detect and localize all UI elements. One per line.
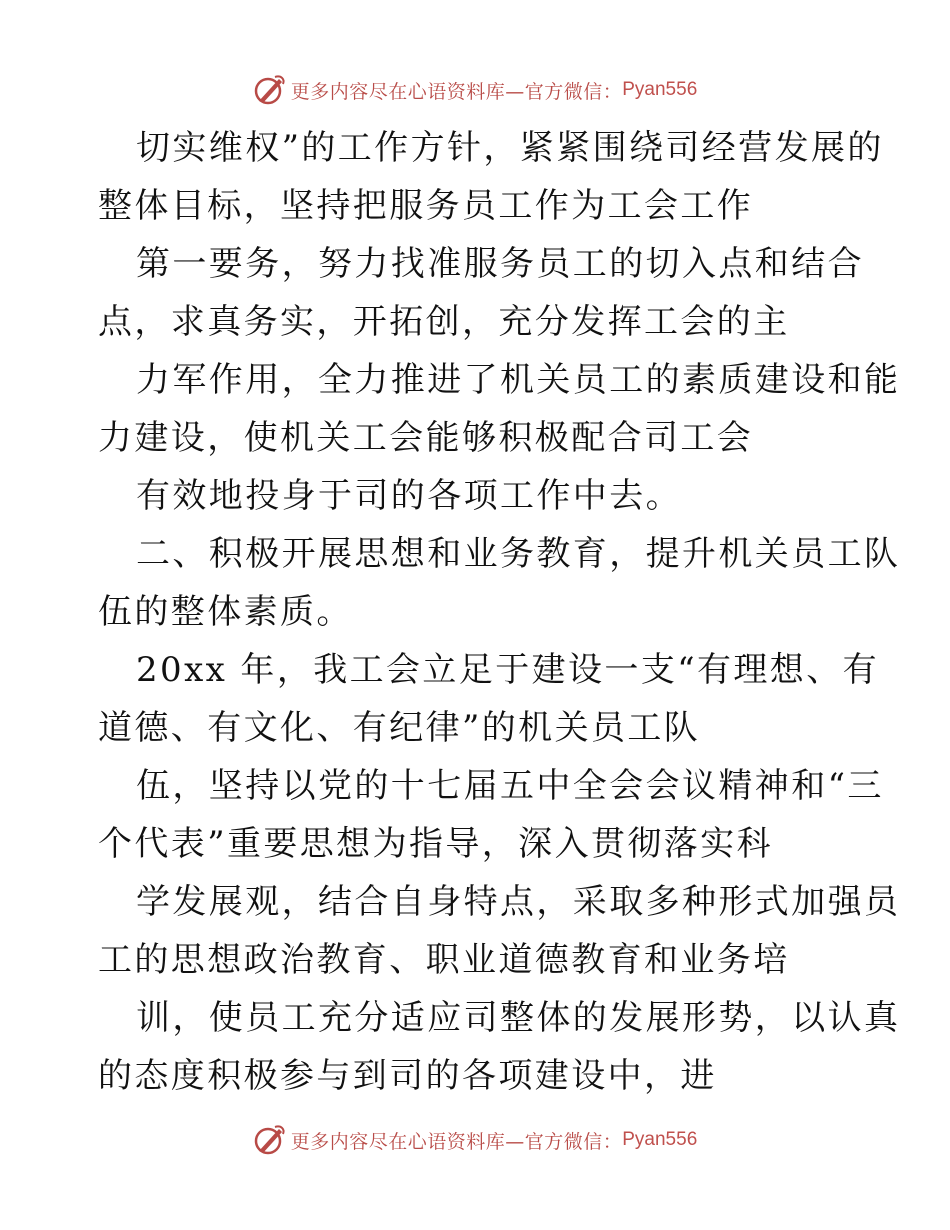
text-line: 训，使员工充分适应司整体的发展形势，以认真 [136, 998, 901, 1038]
watermark-contact: Pyan556 [622, 79, 698, 100]
text-line: 力军作用，全力推进了机关员工的素质建设和能 [136, 360, 901, 400]
text-line: 第一要务，努力找准服务员工的切入点和结合 [136, 244, 864, 284]
text-line: 伍，坚持以党的十七届五中全会会议精神和“三 [136, 766, 884, 806]
text-line: 整体目标，坚持把服务员工作为工会工作 [98, 186, 754, 226]
text-line: 切实维权”的工作方针，紧紧围绕司经营发展的 [136, 128, 884, 168]
text-line: 伍的整体素质。 [98, 592, 353, 632]
watermark-text: 更多内容尽在心语资料库—官方微信： [290, 80, 623, 103]
text-line: 点，求真务实，开拓创，充分发挥工会的主 [98, 302, 790, 342]
text-line: 力建设，使机关工会能够积极配合司工会 [98, 418, 754, 458]
text-line: 20xx 年，我工会立足于建设一支“有理想、有 [136, 650, 880, 690]
text-line: 有效地投身于司的各项工作中去。 [136, 476, 682, 516]
text-line: 的态度积极参与到司的各项建设中，进 [98, 1056, 717, 1096]
watermark-contact: Pyan556 [622, 1129, 698, 1150]
text-line: 个代表”重要思想为指导，深入贯彻落实科 [98, 824, 773, 864]
text-line: 道德、有文化、有纪律”的机关员工队 [98, 708, 701, 748]
watermark-text: 更多内容尽在心语资料库—官方微信： [290, 1130, 623, 1153]
text-line: 二、积极开展思想和业务教育，提升机关员工队 [136, 534, 901, 574]
text-line: 学发展观，结合自身特点，采取多种形式加强员 [136, 882, 901, 922]
footer-watermark [0, 1120, 950, 1160]
quill-circle-icon [253, 1123, 287, 1157]
text-line: 工的思想政治教育、职业道德教育和业务培 [98, 940, 790, 980]
